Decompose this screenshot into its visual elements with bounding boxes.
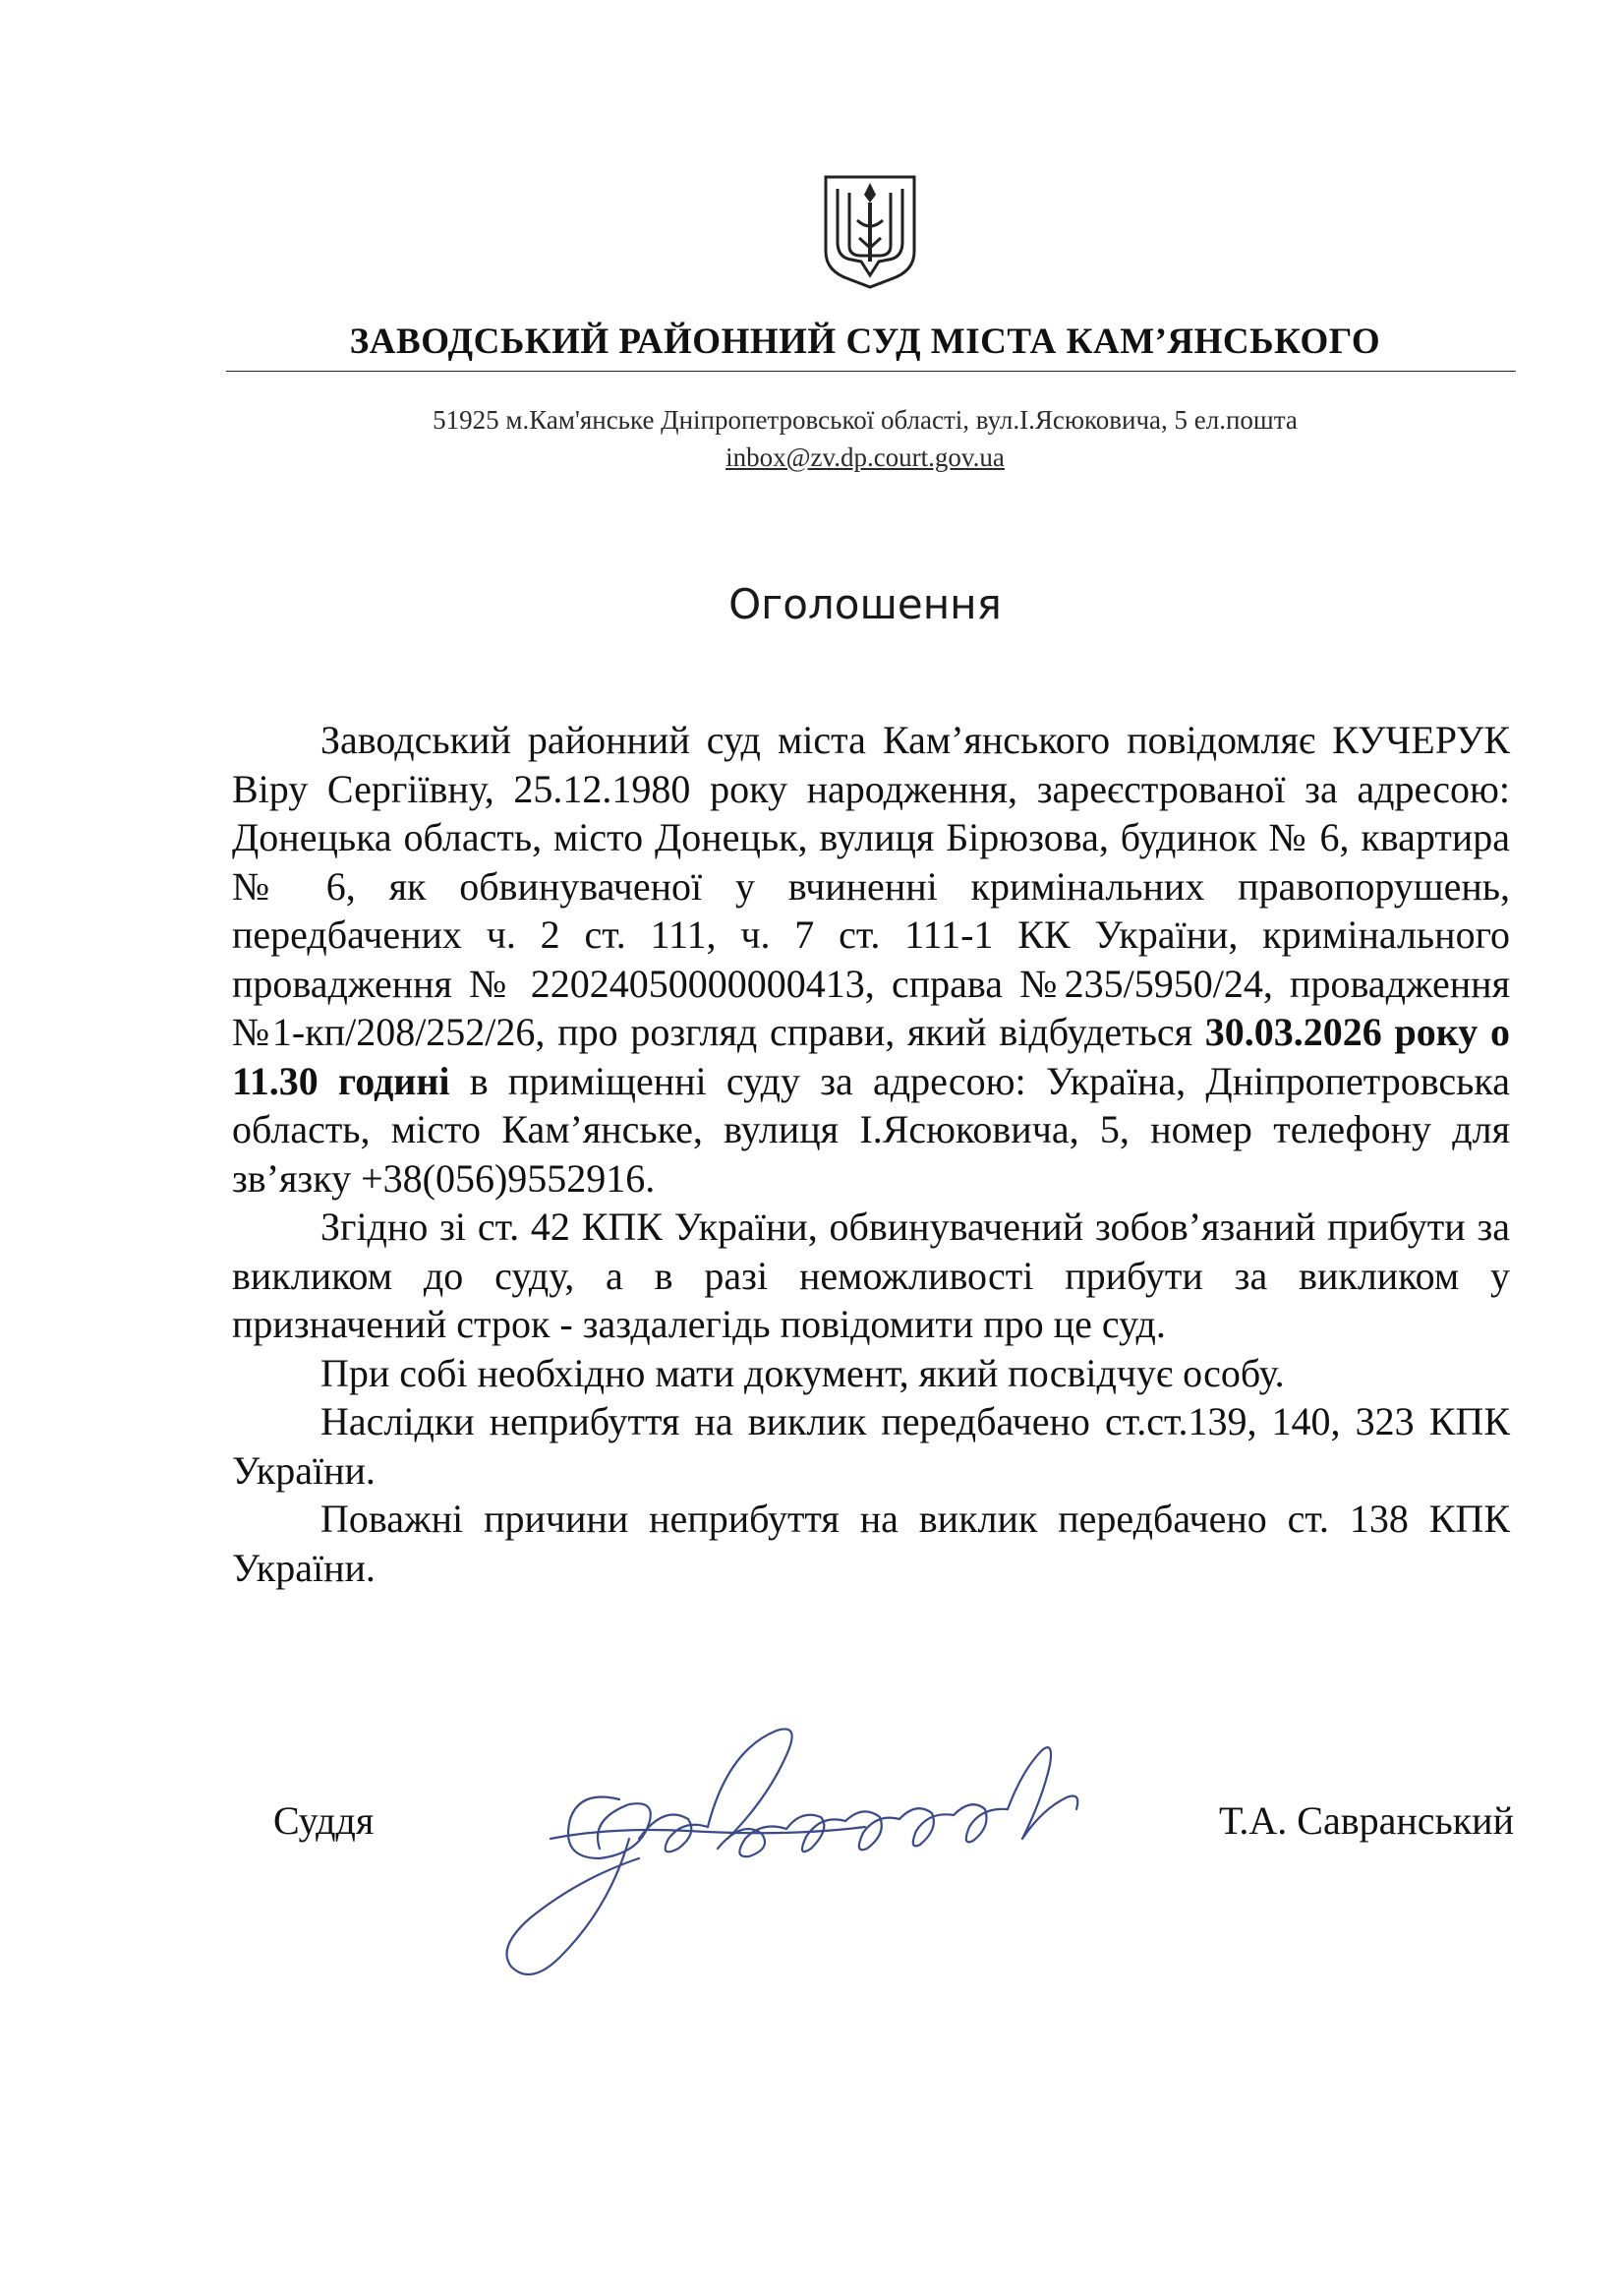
document-title: Оголошення (728, 580, 1002, 628)
paragraph-valid-reasons: Поважні причини неприбуття на виклик передбачено ст. 138 КПК України. (232, 1497, 1510, 1590)
paragraph-summons (232, 716, 1510, 1203)
coat-of-arms-icon (822, 173, 918, 289)
paragraph-id-document: При собі необхідно мати документ, який посвідчує особу. (320, 1350, 1285, 1395)
summons-text-start: Заводський районний суд міста Кам’янського повідомляє КУЧЕРУК Віру Сергіївну, 25.12.1980 року народження, зареєстрованої за адресою: Донецька область, місто Донецьк, вулиця Бірюзова, будинок № 6, квартира № 6, як обвинуваченої у вчиненні кримінальних правопорушень, передбачених ч. 2 ст. 111, ч. 7 ст. 111-1 КК України, кримінального провадження № 22024050000000413, справа №235/5950/24, провадження №1-кп/208/252/26, про розгляд справи, який відбудеться (232, 718, 1510, 1054)
judge-name: Т.А. Савранський (1218, 1798, 1514, 1843)
court-address: 51925 м.Кам'янське Дніпропетровської області, вул.І.Ясюковича, 5 ел.пошта (433, 405, 1298, 435)
paragraph-obligation: Згідно зі ст. 42 КПК України, обвинувачений зобов’язаний прибути за викликом до суду, а в разі неможливості прибути за викликом у призначений строк - заздалегідь повідомити про це суд. (232, 1205, 1510, 1346)
court-email (226, 442, 1504, 473)
notice-body (232, 716, 1510, 1592)
hearing-datetime: 30.03.2026 року о 11.30 годині (232, 1010, 1510, 1103)
email-link[interactable]: inbox@zv.dp.court.gov.ua (725, 442, 1005, 472)
paragraph-consequences: Наслідки неприбуття на виклик передбачено ст.ст.139, 140, 323 КПК України. (232, 1399, 1510, 1493)
judge-title: Суддя (273, 1798, 375, 1843)
header-divider (226, 371, 1516, 372)
court-name: ЗАВОДСЬКИЙ РАЙОННИЙ СУД МІСТА КАМ’ЯНСЬКОГО (349, 322, 1381, 362)
handwritten-signature (492, 1711, 1121, 2006)
summons-text-end: в приміщенні суду за адресою: Україна, Дніпропетровська область, місто Кам’янське, вулиця І.Ясюковича, 5, номер телефону для зв’язку +38(056)9552916. (232, 1058, 1510, 1201)
